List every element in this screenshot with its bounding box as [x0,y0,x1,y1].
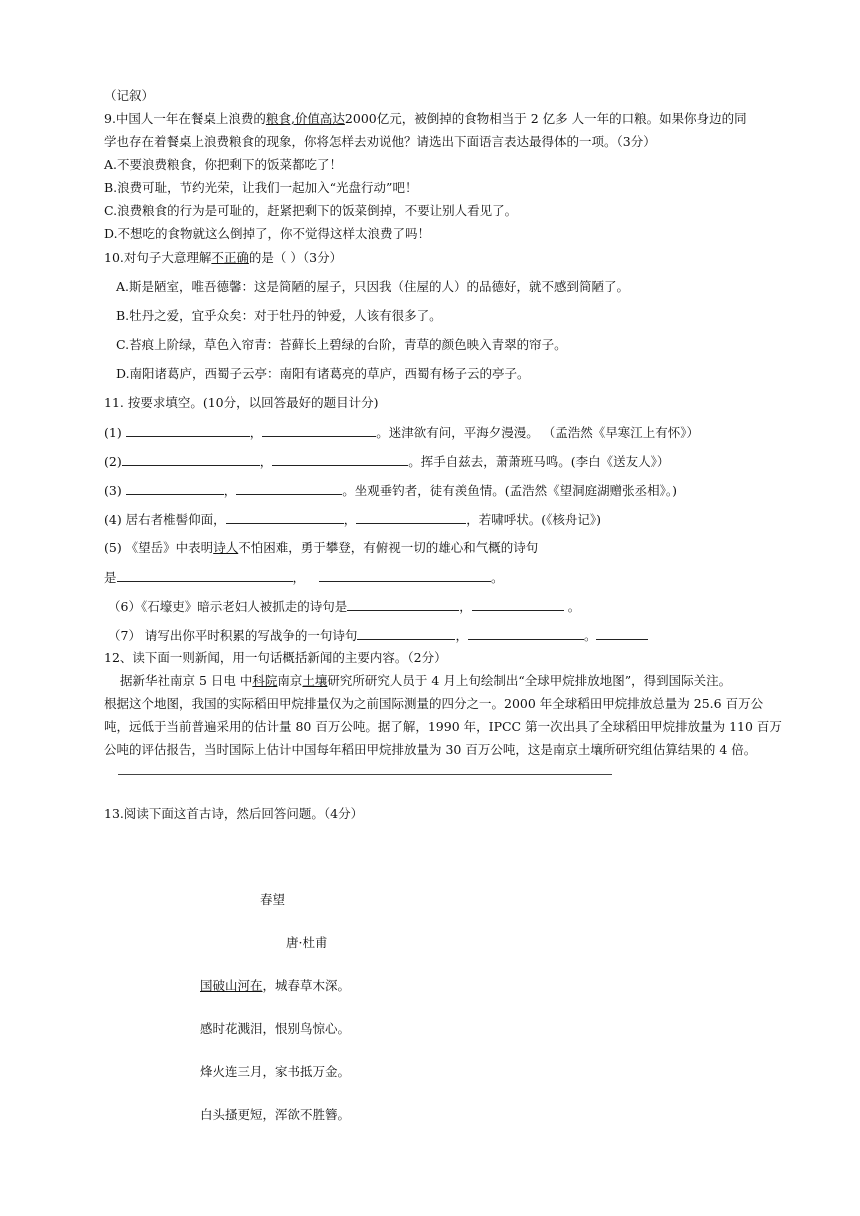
question-9-option-a: A.不要浪费粮食，你把剩下的饭菜都吃了！ [104,157,343,172]
fill-blank[interactable] [262,424,376,437]
poem-line-2: 感时花溅泪，恨别鸟惊心。 [200,1021,351,1036]
news-paragraph-line2: 根据这个地图，我国的实际稻田甲烷排量仅为之前国际测量的四分之一。2000 年全球稻田甲烷排放总量为 25.6 百万公 [104,696,764,711]
question-9-option-c: C.浪费粮食的行为是可耻的，赶紧把剩下的饭菜倒掉，不要让别人看见了。 [104,203,518,218]
news-paragraph-line1: 据新华社南京 5 日电 中科院南京土壤研究所研究人员于 4 月上旬绘制出“全球甲烷排放地图”，得到国际关注。 [120,673,732,688]
fill-blank[interactable] [126,424,250,437]
question-9-option-b: B.浪费可耻，节约光荣，让我们一起加入“光盘行动”吧！ [104,180,418,195]
fill-blank[interactable] [347,598,459,611]
question-11-stem: 11. 按要求填空。(10分，以回答最好的题目计分) [104,395,379,410]
fill-blank[interactable] [356,511,466,524]
question-11-item-4: (4) 居右者椎髻仰面， ， ，若啸呼状。(《核舟记》) [104,512,601,527]
fill-blank[interactable] [117,569,293,582]
question-10-option-a: A.斯是陋室，唯吾德馨：这是简陋的屋子，只因我（住屋的人）的品德好，就不感到简陋了。 [116,279,630,294]
poem-line-1: 国破山河在，城春草木深。 [200,978,351,993]
fill-blank[interactable] [236,482,342,495]
question-10-option-c: C.苔痕上阶绿，草色入帘青：苔藓长上碧绿的台阶，青草的颜色映入青翠的帘子。 [116,337,567,352]
question-12-stem: 12、读下面一则新闻，用一句话概括新闻的主要内容。（2分） [104,650,447,665]
question-9-stem-line1: 9.中国人一年在餐桌上浪费的粮食,价值高达2000亿元，被倒掉的食物相当于 2 亿多 人一年的口粮。如果你身边的同 [104,111,747,126]
question-8-tail: （记叙） [104,88,155,103]
question-10-stem: 10.对句子大意理解不正确的是（ ）（3分） [104,250,343,265]
fill-blank[interactable] [122,453,260,466]
question-11-item-1: (1) ， 。迷津欲有问，平海夕漫漫。 （孟浩然《早寒江上有怀》） [104,425,699,440]
question-13-stem: 13.阅读下面这首古诗，然后回答问题。（4分） [104,806,364,821]
fill-blank[interactable] [596,627,648,640]
poem-author: 唐·杜甫 [286,935,328,950]
question-11-item-5: (5) 《望岳》中表明诗人不怕困难，勇于攀登，有俯视一切的雄心和气概的诗句 [104,540,539,555]
fill-blank[interactable] [126,482,224,495]
answer-line[interactable] [118,774,612,775]
question-11-item-7: （7） 请写出你平时积累的写战争的一句诗句 ， 。 [108,627,648,644]
question-11-item-5-answer: 是 ， 。 [104,570,504,585]
fill-blank[interactable] [472,598,564,611]
fill-blank[interactable] [319,569,491,582]
news-paragraph-line4: 公吨的评估报告，当时国际上估计中国每年稻田甲烷排放量为 30 百万公吨，这是南京土壤所研究组估算结果的 4 倍。 [104,742,757,757]
news-paragraph-line3: 吨，远低于当前普遍采用的估计量 80 百万公吨。据了解，1990 年，IPCC 第一次出具了全球稻田甲烷排放量为 110 百万 [104,719,782,734]
poem-title: 春望 [260,892,286,907]
poem-line-3: 烽火连三月，家书抵万金。 [200,1064,351,1079]
question-10-option-b: B.牡丹之爱，宜乎众矣：对于牡丹的钟爱，人该有很多了。 [116,308,442,323]
fill-blank[interactable] [272,453,408,466]
fill-blank[interactable] [357,627,455,640]
fill-blank[interactable] [226,511,344,524]
poem-line-4: 白头搔更短，浑欲不胜簪。 [200,1107,351,1122]
fill-blank[interactable] [468,627,584,640]
question-9-option-d: D.不想吃的食物就这么倒掉了，你不觉得这样太浪费了吗！ [104,226,431,241]
question-11-item-6: （6）《石壕吏》暗示老妇人被抓走的诗句是 ， 。 [108,599,581,614]
question-11-item-2: (2) ， 。挥手自兹去，萧萧班马鸣。(李白《送友人》） [104,454,670,469]
question-9-stem-line2: 学也存在着餐桌上浪费粮食的现象，你将怎样去劝说他？请选出下面语言表达最得体的一项。（3分） [104,134,656,149]
question-11-item-3: (3) ， 。坐观垂钓者，徒有羡鱼情。(孟浩然《望洞庭湖赠张丞相》。) [104,483,677,498]
question-10-option-d: D.南阳诸葛庐，西蜀子云亭：南阳有诸葛亮的草庐，西蜀有杨子云的亭子。 [116,366,530,381]
